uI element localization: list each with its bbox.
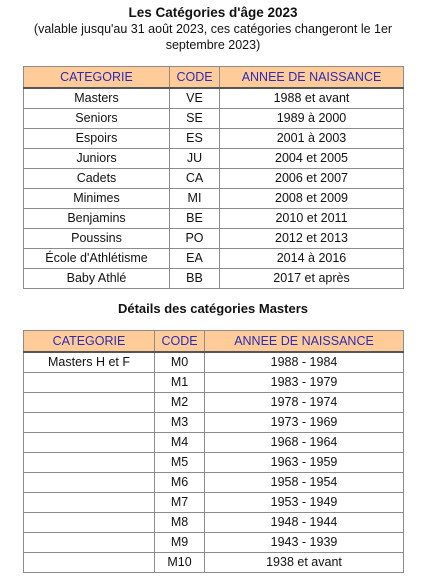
cell-categorie: Minimes	[24, 189, 170, 209]
cell-code: M4	[155, 433, 205, 453]
cell-annee: 1948 - 1944	[205, 513, 404, 533]
cell-code: BB	[170, 269, 220, 289]
cell-annee: 2006 et 2007	[220, 169, 404, 189]
cell-code: M9	[155, 533, 205, 553]
cell-code: EA	[170, 249, 220, 269]
table-row	[24, 533, 404, 553]
cell-categorie: Seniors	[24, 109, 170, 129]
page-title: Les Catégories d'âge 2023	[128, 5, 298, 20]
cell-code: ES	[170, 129, 220, 149]
cell-annee: 1938 et avant	[205, 553, 404, 573]
column-header-categorie: CATEGORIE	[24, 67, 170, 89]
cell-code: JU	[170, 149, 220, 169]
column-header-categorie: CATEGORIE	[24, 331, 155, 353]
cell-categorie: Benjamins	[24, 209, 170, 229]
table-row	[24, 129, 404, 149]
table-row	[24, 413, 404, 433]
cell-code: M1	[155, 373, 205, 393]
cell-annee: 1968 - 1964	[205, 433, 404, 453]
table-row	[24, 189, 404, 209]
cell-annee: 2008 et 2009	[220, 189, 404, 209]
cell-annee: 1958 - 1954	[205, 473, 404, 493]
table-row	[24, 352, 404, 373]
cell-code: VE	[170, 88, 220, 109]
table-row	[24, 229, 404, 249]
cell-annee: 2012 et 2013	[220, 229, 404, 249]
cell-categorie: Baby Athlé	[24, 269, 170, 289]
cell-categorie: Masters H et F	[24, 352, 155, 373]
table-row	[24, 453, 404, 473]
cell-categorie	[24, 553, 155, 573]
cell-categorie	[24, 373, 155, 393]
cell-code: M6	[155, 473, 205, 493]
masters-categories-table	[23, 330, 404, 573]
cell-code: SE	[170, 109, 220, 129]
cell-annee: 1973 - 1969	[205, 413, 404, 433]
cell-annee: 1953 - 1949	[205, 493, 404, 513]
cell-categorie	[24, 533, 155, 553]
cell-categorie	[24, 413, 155, 433]
cell-annee: 1943 - 1939	[205, 533, 404, 553]
cell-annee: 1983 - 1979	[205, 373, 404, 393]
age-categories-table	[23, 66, 404, 289]
column-header-code: CODE	[155, 331, 205, 353]
column-header-annee: ANNEE DE NAISSANCE	[220, 67, 404, 89]
cell-categorie: Juniors	[24, 149, 170, 169]
table-row	[24, 433, 404, 453]
cell-code: PO	[170, 229, 220, 249]
column-header-code: CODE	[170, 67, 220, 89]
cell-categorie: École d'Athlétisme	[24, 249, 170, 269]
column-header-annee: ANNEE DE NAISSANCE	[205, 331, 404, 353]
table-row	[24, 553, 404, 573]
cell-categorie	[24, 513, 155, 533]
table-row	[24, 109, 404, 129]
table-row	[24, 373, 404, 393]
table-row	[24, 169, 404, 189]
cell-categorie	[24, 433, 155, 453]
cell-annee: 1988 et avant	[220, 88, 404, 109]
cell-annee: 1978 - 1974	[205, 393, 404, 413]
cell-categorie	[24, 493, 155, 513]
cell-code: M0	[155, 352, 205, 373]
cell-categorie	[24, 453, 155, 473]
table-header-row	[24, 67, 404, 89]
masters-section-title: Détails des catégories Masters	[117, 301, 309, 316]
page-subtitle	[0, 21, 426, 53]
cell-code: M7	[155, 493, 205, 513]
cell-code: BE	[170, 209, 220, 229]
cell-code: CA	[170, 169, 220, 189]
cell-code: M5	[155, 453, 205, 473]
cell-categorie: Cadets	[24, 169, 170, 189]
cell-categorie	[24, 473, 155, 493]
table-header-row	[24, 331, 404, 353]
cell-categorie: Masters	[24, 88, 170, 109]
cell-categorie: Espoirs	[24, 129, 170, 149]
table-row	[24, 209, 404, 229]
cell-code: M3	[155, 413, 205, 433]
table-row	[24, 393, 404, 413]
cell-annee: 1988 - 1984	[205, 352, 404, 373]
table-row	[24, 513, 404, 533]
cell-annee: 2014 à 2016	[220, 249, 404, 269]
cell-annee: 2001 à 2003	[220, 129, 404, 149]
cell-categorie	[24, 393, 155, 413]
cell-annee: 1963 - 1959	[205, 453, 404, 473]
table-row	[24, 249, 404, 269]
cell-code: M10	[155, 553, 205, 573]
table-row	[24, 493, 404, 513]
cell-annee: 2004 et 2005	[220, 149, 404, 169]
cell-code: M2	[155, 393, 205, 413]
cell-code: MI	[170, 189, 220, 209]
table-row	[24, 149, 404, 169]
subtitle-line-1: (valable jusqu'au 31 août 2023, ces catégories changeront le 1er	[33, 22, 393, 36]
cell-code: M8	[155, 513, 205, 533]
cell-annee: 2017 et après	[220, 269, 404, 289]
cell-annee: 1989 à 2000	[220, 109, 404, 129]
cell-annee: 2010 et 2011	[220, 209, 404, 229]
table-row	[24, 473, 404, 493]
subtitle-line-2: septembre 2023)	[165, 38, 261, 52]
cell-categorie: Poussins	[24, 229, 170, 249]
table-row	[24, 269, 404, 289]
table-row	[24, 88, 404, 109]
